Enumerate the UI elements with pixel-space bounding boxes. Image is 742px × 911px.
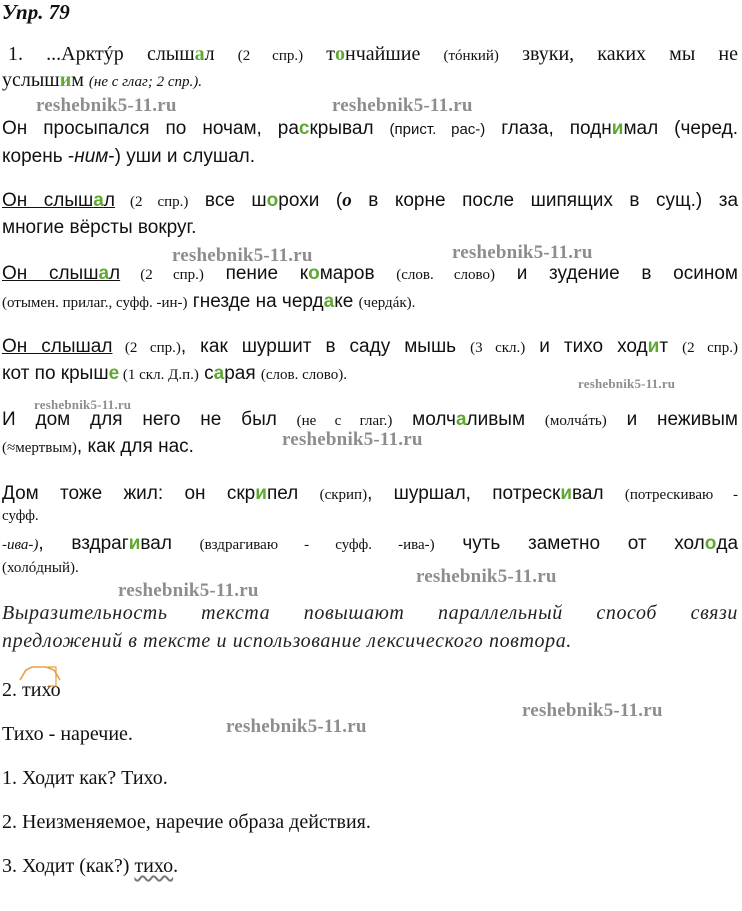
- text: кот по крыш: [2, 363, 109, 384]
- text: крывал: [309, 118, 390, 139]
- watermark: reshebnik5-11.ru: [172, 245, 313, 266]
- watermark: reshebnik5-11.ru: [282, 429, 423, 450]
- note: (2 спр.): [120, 267, 204, 283]
- paragraph-1-line-2: [2, 68, 202, 94]
- paragraph-2-line-1: [2, 117, 738, 142]
- highlight-letter: а: [98, 263, 110, 284]
- note: (вздрагиваю - суфф. -ива-): [199, 537, 435, 553]
- note: -ива-): [2, 537, 39, 553]
- paragraph-1-line-1: [8, 42, 738, 68]
- highlight-letter: и: [560, 483, 573, 504]
- note: (2 спр.): [114, 194, 189, 210]
- underlined-predicate: [2, 263, 120, 284]
- note: (2 спр.): [237, 48, 304, 64]
- part-2-item-1: 1. Ходит как? Тихо.: [2, 767, 168, 789]
- note: (не с глаг; 2 спр.).: [88, 74, 203, 90]
- text: и зудение в осином: [495, 263, 738, 284]
- watermark: reshebnik5-11.ru: [416, 566, 557, 587]
- text: да: [716, 533, 739, 554]
- text: , как шуршит в саду мышь: [180, 336, 471, 357]
- text: л: [109, 263, 121, 284]
- summary-line-1: Выразительность текста повышают параллельный способ связи: [2, 602, 738, 624]
- text: Дом тоже жил: он скр: [2, 483, 256, 504]
- paragraph-7-line-3: [2, 532, 738, 557]
- text: гнезде на черд: [187, 291, 324, 312]
- underlined-predicate: [2, 190, 115, 211]
- text: , как для нас.: [76, 436, 194, 457]
- note: (скрип): [319, 487, 368, 503]
- paragraph-3-line-2: многие вёрсты вокруг.: [2, 217, 197, 238]
- text: л: [103, 190, 115, 211]
- note: (2 спр.): [682, 340, 738, 356]
- text: 2.: [2, 679, 22, 701]
- watermark: reshebnik5-11.ru: [226, 716, 367, 737]
- paragraph-3-line-1: [2, 189, 738, 214]
- highlight-letter: о: [266, 190, 279, 211]
- text: тихо: [22, 679, 61, 701]
- summary-line-2: предложений в тексте и использование лексического повтора.: [2, 630, 572, 652]
- highlight-letter: и: [59, 69, 72, 91]
- watermark: reshebnik5-11.ru: [578, 376, 676, 391]
- watermark: reshebnik5-11.ru: [36, 95, 177, 116]
- highlight-letter: а: [93, 190, 104, 211]
- text: 3. Ходит (как?): [2, 855, 135, 877]
- paragraph-6-line-2: [2, 435, 194, 460]
- paragraph-5-line-1: [2, 335, 738, 360]
- text: вал: [140, 533, 200, 554]
- text: нчайшие: [345, 43, 444, 65]
- paragraph-7-line-2: суфф.: [2, 508, 39, 524]
- text: .: [173, 855, 179, 877]
- text: в корне после шипящих в сущ.) за: [351, 190, 739, 211]
- text: рая: [224, 363, 261, 384]
- text: И дом для него не был: [2, 409, 297, 430]
- highlight-letter: о: [704, 533, 717, 554]
- morpheme-word: [22, 678, 61, 702]
- highlight-letter: е: [108, 363, 120, 384]
- text: маров: [319, 263, 397, 284]
- underlined-adverb: тихо: [134, 855, 174, 877]
- note: (тóнкий): [443, 48, 499, 64]
- note: (молчáть): [544, 413, 607, 429]
- watermark: reshebnik5-11.ru: [332, 95, 473, 116]
- highlight-letter: о: [335, 43, 346, 65]
- text: звуки, каких мы не: [498, 43, 738, 65]
- underlined-predicate: Он слышал: [2, 336, 113, 357]
- text: т: [659, 336, 683, 357]
- text: л: [204, 43, 238, 65]
- part-2-item-3: [2, 854, 178, 878]
- note: (2 спр.): [112, 340, 181, 356]
- text: глаза, подн: [485, 118, 612, 139]
- text: Он слыш: [2, 263, 99, 284]
- paragraph-5-line-2: [2, 362, 347, 387]
- text: молч: [392, 409, 456, 430]
- text: мал (черед.: [623, 118, 738, 139]
- text: пел: [266, 483, 320, 504]
- text: ке: [334, 291, 359, 312]
- text: и тихо ход: [525, 336, 648, 357]
- text: вал: [572, 483, 625, 504]
- text: услыш: [2, 69, 60, 91]
- text: -) уши и слушал.: [108, 146, 256, 167]
- text: все ш: [188, 190, 267, 211]
- text: ливым: [466, 409, 545, 430]
- watermark: reshebnik5-11.ru: [522, 700, 663, 721]
- note: (не с глаг.): [296, 413, 393, 429]
- watermark: reshebnik5-11.ru: [452, 242, 593, 263]
- text: корень -: [2, 146, 75, 167]
- note: (чердáк).: [358, 295, 416, 311]
- text: ним: [74, 146, 109, 167]
- note: (1 скл. Д.п.): [119, 367, 199, 383]
- text: о: [342, 190, 352, 211]
- part-2-heading: [2, 678, 61, 702]
- paragraph-7-line-4: (холóдный).: [2, 560, 79, 576]
- highlight-letter: а: [213, 363, 225, 384]
- exercise-title: Упр. 79: [2, 0, 70, 24]
- text: , шуршал, потреск: [367, 483, 561, 504]
- paragraph-7-line-1: [2, 482, 738, 507]
- highlight-letter: о: [308, 263, 320, 284]
- highlight-letter: и: [647, 336, 660, 357]
- suffix-mark-icon: [18, 664, 64, 690]
- note: (потрескиваю -: [624, 487, 739, 503]
- part-2-item-2: 2. Неизменяемое, наречие образа действия.: [2, 811, 371, 833]
- text: Он просыпался по ночам, ра: [2, 118, 299, 139]
- note: (слов. слово): [396, 267, 496, 283]
- text: Он слыш: [2, 190, 94, 211]
- note: (≈мертвым): [2, 440, 77, 456]
- text: чуть заметно от хол: [434, 533, 705, 554]
- highlight-letter: и: [128, 533, 141, 554]
- highlight-letter: с: [298, 118, 310, 139]
- note: (прист. рас-): [389, 121, 486, 138]
- text: , вздраг: [38, 533, 129, 554]
- highlight-letter: а: [194, 43, 205, 65]
- text: с: [198, 363, 214, 384]
- highlight-letter: и: [255, 483, 267, 504]
- highlight-letter: а: [455, 409, 467, 430]
- note: (3 скл.): [470, 340, 526, 356]
- highlight-letter: а: [323, 291, 335, 312]
- part-2-line: Тихо - наречие.: [2, 723, 133, 745]
- note: (слов. слово).: [260, 367, 347, 383]
- paragraph-4-line-1: [2, 262, 738, 287]
- text: и неживым: [606, 409, 738, 430]
- paragraph-4-line-2: [2, 290, 415, 315]
- text: 1. ...Арктýр слыш: [8, 43, 195, 65]
- note: (отымен. прилаг., суфф. -ин-): [2, 295, 188, 311]
- watermark: reshebnik5-11.ru: [118, 580, 259, 601]
- text: м: [71, 69, 89, 91]
- watermark: reshebnik5-11.ru: [34, 397, 132, 412]
- text: т: [303, 43, 336, 65]
- text: рохи (: [278, 190, 343, 211]
- highlight-letter: и: [611, 118, 624, 139]
- text: пение к: [203, 263, 309, 284]
- paragraph-2-line-2: [2, 145, 255, 169]
